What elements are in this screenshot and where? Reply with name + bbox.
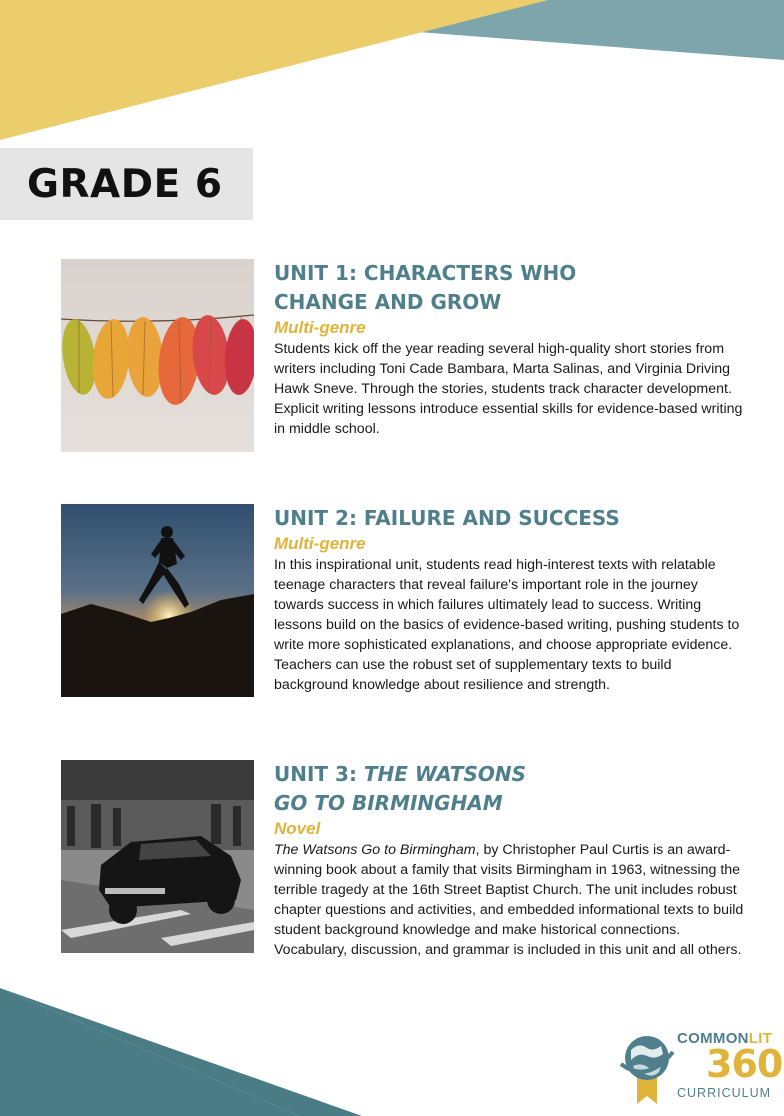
unit-3-title-prefix: UNIT 3: <box>274 762 364 786</box>
grade-title: GRADE 6 <box>27 162 223 207</box>
unit-1-title-line1: UNIT 1: CHARACTERS WHO <box>274 261 577 285</box>
globe-ribbon-icon <box>617 1030 675 1106</box>
logo-lit: LIT <box>748 1030 773 1047</box>
unit-3-title-italic-line2: GO TO BIRMINGHAM <box>274 791 503 815</box>
unit-3-description-book-title: The Watsons Go to Birmingham <box>274 842 476 858</box>
unit-2-text <box>274 504 744 695</box>
unit-1-title-line2: CHANGE AND GROW <box>274 290 502 314</box>
unit-3-title <box>274 760 744 818</box>
unit-2-description: In this inspirational unit, students read high-interest texts with relatable teenage characters that reveal failure's important role in the journey towards success in which failures ultimately lead to success. Writing lessons build on the basics of evidence-based writing, pushing students to write more sophisticated explanations, and choose appropriate evidence. Teachers can use the robust set of supplementary texts to build background knowledge about resilience and strength. <box>274 557 740 693</box>
unit-2-title: UNIT 2: FAILURE AND SUCCESS <box>274 506 620 530</box>
unit-1-description: Students kick off the year reading several high-quality short stories from writers including Toni Cade Bambara, Marta Salinas, and Virginia Driving Hawk Sneve. Through the stories, students track character development. Explicit writing lessons introduce essential skills for evidence-based writing in middle school. <box>274 341 743 437</box>
unit-1-genre: Multi-genre <box>274 318 366 337</box>
unit-3-description <box>274 840 744 960</box>
unit-2-genre: Multi-genre <box>274 534 366 553</box>
unit-1-title <box>274 259 744 317</box>
unit-3-text <box>274 760 744 960</box>
runner-silhouette-photo <box>61 504 254 697</box>
commonlit-360-logo <box>617 1028 783 1108</box>
unit-3-description-rest: , by Christopher Paul Curtis is an award-winning book about a family that visits Birmingham in 1963, witnessing the terrible tragedy at the 16th Street Baptist Church. The unit includes robust chapter questions and activities, and embedded informational texts to build student background knowledge and make historical connections. Vocabulary, discussion, and grammar is included in this unit and all others. <box>274 842 744 958</box>
unit-3-title-italic-line1: THE WATSONS <box>363 762 527 786</box>
unit-3-genre: Novel <box>274 819 321 838</box>
logo-common: COMMON <box>677 1030 749 1047</box>
vintage-car-street-photo <box>61 760 254 953</box>
autumn-leaves-photo <box>61 259 254 452</box>
logo-curriculum: CURRICULUM <box>677 1086 772 1100</box>
unit-1-text <box>274 259 744 439</box>
logo-number: 360 <box>706 1042 783 1086</box>
